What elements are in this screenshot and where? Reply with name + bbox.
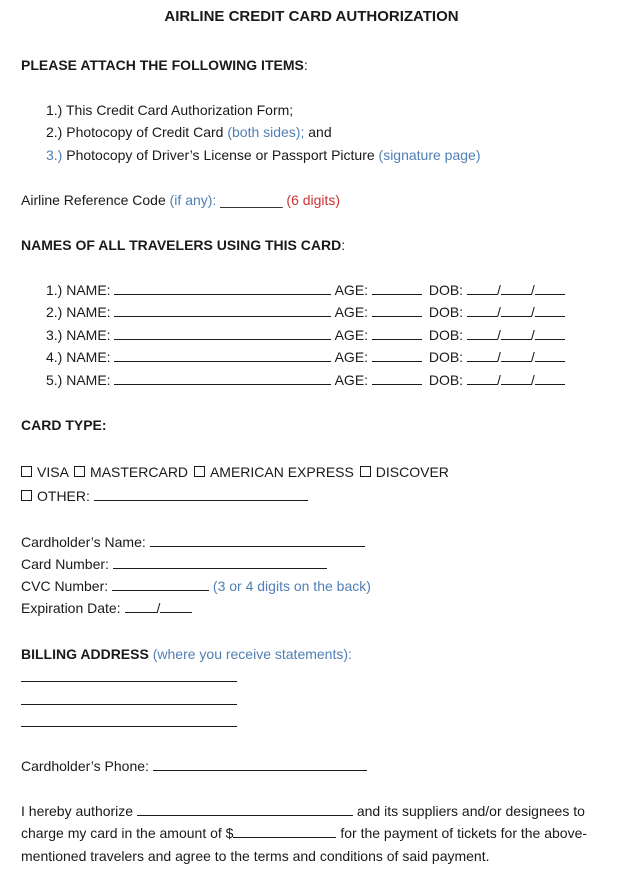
card-number-field[interactable]: [113, 555, 327, 569]
traveler-dob-year-field[interactable]: [535, 281, 565, 295]
cvc-hint: (3 or 4 digits on the back): [212, 578, 371, 594]
authorization-line-3: mentioned travelers and agree to the terms and conditions of said payment.: [21, 848, 490, 864]
amex-checkbox[interactable]: [194, 466, 205, 477]
travelers-heading-colon: :: [341, 237, 346, 253]
cardholder-phone-field[interactable]: [153, 757, 367, 771]
traveler-dob-year-field[interactable]: [535, 348, 565, 362]
cvc-field[interactable]: [112, 577, 209, 591]
traveler-number: 2.): [46, 304, 63, 320]
attach-item-1: [46, 101, 293, 119]
traveler-age-field[interactable]: [372, 348, 422, 362]
billing-address-line-3[interactable]: [21, 726, 237, 727]
attach-item-number: 1.): [46, 102, 63, 118]
visa-checkbox[interactable]: [21, 466, 32, 477]
expiration-month-field[interactable]: [125, 599, 157, 613]
traveler-age-label: AGE:: [334, 304, 369, 320]
cardholder-name-label: Cardholder’s Name:: [21, 534, 146, 550]
cvc-label: CVC Number:: [21, 578, 109, 594]
attach-heading-colon: :: [303, 57, 308, 73]
authorization-line-1: [21, 802, 585, 820]
traveler-age-field[interactable]: [372, 281, 422, 295]
amex-label: AMERICAN EXPRESS: [209, 464, 354, 480]
traveler-row: 4.) NAME: AGE: DOB: / /: [46, 348, 565, 366]
traveler-dob-month-field[interactable]: [467, 348, 497, 362]
traveler-dob-label: DOB:: [428, 327, 464, 343]
card-type-heading: CARD TYPE:: [21, 417, 107, 433]
traveler-name-label: NAME:: [66, 372, 111, 388]
authorization-text-start: I hereby authorize: [21, 803, 134, 819]
mastercard-checkbox[interactable]: [74, 466, 85, 477]
traveler-dob-day-field[interactable]: [501, 303, 531, 317]
attach-item-tail: and: [308, 124, 332, 140]
traveler-dob-label: DOB:: [428, 349, 464, 365]
attach-item-text: Photocopy of Credit Card: [66, 124, 224, 140]
traveler-name-label: NAME:: [66, 327, 111, 343]
page-title: AIRLINE CREDIT CARD AUTHORIZATION: [164, 8, 459, 25]
attach-item-text: This Credit Card Authorization Form;: [65, 102, 294, 118]
traveler-dob-month-field[interactable]: [467, 326, 497, 340]
traveler-dob-month-field[interactable]: [467, 371, 497, 385]
cardholder-phone-label: Cardholder’s Phone:: [21, 758, 149, 774]
billing-heading: [21, 645, 352, 663]
mastercard-label: MASTERCARD: [90, 464, 189, 480]
attach-item-text: Photocopy of Driver’s License or Passport Picture: [66, 147, 375, 163]
cardholder-phone-row: [21, 757, 367, 775]
discover-checkbox[interactable]: [360, 466, 371, 477]
other-label: OTHER:: [37, 488, 90, 504]
attach-item-2: [46, 123, 332, 141]
traveler-number: 4.): [46, 349, 63, 365]
attach-heading: [21, 56, 308, 74]
traveler-row: 5.) NAME: AGE: DOB: / /: [46, 371, 565, 389]
traveler-age-field[interactable]: [372, 326, 422, 340]
traveler-name-field[interactable]: [114, 303, 331, 317]
traveler-dob-month-field[interactable]: [467, 303, 497, 317]
traveler-number: 1.): [46, 282, 63, 298]
traveler-age-label: AGE:: [334, 282, 369, 298]
attach-heading-text: PLEASE ATTACH THE FOLLOWING ITEMS: [21, 57, 304, 73]
traveler-name-label: NAME:: [66, 304, 111, 320]
travelers-heading: [21, 236, 345, 254]
cvc-row: [21, 577, 371, 595]
traveler-name-label: NAME:: [66, 349, 111, 365]
attach-item-number: 2.): [46, 124, 63, 140]
traveler-dob-day-field[interactable]: [501, 281, 531, 295]
traveler-dob-day-field[interactable]: [501, 326, 531, 340]
traveler-name-label: NAME:: [66, 282, 111, 298]
traveler-row: 1.) NAME: AGE: DOB: / /: [46, 281, 565, 299]
authorization-line-2: [21, 824, 587, 842]
reference-code-label: Airline Reference Code: [21, 192, 166, 208]
attach-item-note: (signature page): [378, 147, 481, 163]
traveler-age-field[interactable]: [372, 303, 422, 317]
card-type-other-row: [21, 487, 308, 505]
other-card-field[interactable]: [94, 487, 308, 501]
reference-code-hint: (if any):: [169, 192, 217, 208]
discover-label: DISCOVER: [375, 464, 449, 480]
traveler-name-field[interactable]: [114, 348, 331, 362]
traveler-age-field[interactable]: [372, 371, 422, 385]
traveler-dob-year-field[interactable]: [535, 303, 565, 317]
traveler-dob-month-field[interactable]: [467, 281, 497, 295]
traveler-row: 3.) NAME: AGE: DOB: / /: [46, 326, 565, 344]
card-type-options: [21, 463, 449, 481]
attach-item-number: 3.): [46, 147, 63, 163]
authorization-text-end: and its suppliers and/or designees to: [356, 803, 585, 819]
traveler-name-field[interactable]: [114, 326, 331, 340]
expiration-label: Expiration Date:: [21, 600, 121, 616]
cardholder-name-row: [21, 533, 365, 551]
traveler-age-label: AGE:: [334, 349, 369, 365]
visa-label: VISA: [37, 464, 69, 480]
attach-item-3: [46, 146, 480, 164]
traveler-age-label: AGE:: [334, 372, 369, 388]
attach-item-note: (both sides);: [227, 124, 305, 140]
authorization-amount-label: charge my card in the amount of $: [21, 825, 234, 841]
traveler-dob-day-field[interactable]: [501, 348, 531, 362]
reference-code-field[interactable]: ________: [220, 192, 283, 208]
traveler-dob-label: DOB:: [428, 372, 464, 388]
traveler-number: 5.): [46, 372, 63, 388]
expiration-row: Expiration Date: /: [21, 599, 192, 617]
reference-code-row: [21, 191, 340, 209]
expiration-year-field[interactable]: [160, 599, 192, 613]
traveler-dob-year-field[interactable]: [535, 326, 565, 340]
traveler-dob-day-field[interactable]: [501, 371, 531, 385]
billing-hint: (where you receive statements):: [152, 646, 352, 662]
other-checkbox[interactable]: [21, 490, 32, 501]
travelers-heading-text: NAMES OF ALL TRAVELERS USING THIS CARD: [21, 237, 342, 253]
card-number-label: Card Number:: [21, 556, 109, 572]
authorized-company-field[interactable]: [137, 802, 353, 816]
amount-field[interactable]: [233, 824, 336, 838]
billing-heading-text: BILLING ADDRESS: [21, 646, 149, 662]
traveler-number: 3.): [46, 327, 63, 343]
traveler-dob-label: DOB:: [428, 304, 464, 320]
billing-address-line-2[interactable]: [21, 704, 237, 705]
card-number-row: [21, 555, 327, 573]
authorization-payment-text: for the payment of tickets for the above-: [340, 825, 588, 841]
traveler-dob-label: DOB:: [428, 282, 464, 298]
traveler-name-field[interactable]: [114, 371, 331, 385]
traveler-name-field[interactable]: [114, 281, 331, 295]
traveler-dob-year-field[interactable]: [535, 371, 565, 385]
traveler-row: 2.) NAME: AGE: DOB: / /: [46, 303, 565, 321]
cardholder-name-field[interactable]: [150, 533, 365, 547]
traveler-age-label: AGE:: [334, 327, 369, 343]
reference-code-digits: (6 digits): [286, 192, 341, 208]
billing-address-line-1[interactable]: [21, 681, 237, 682]
